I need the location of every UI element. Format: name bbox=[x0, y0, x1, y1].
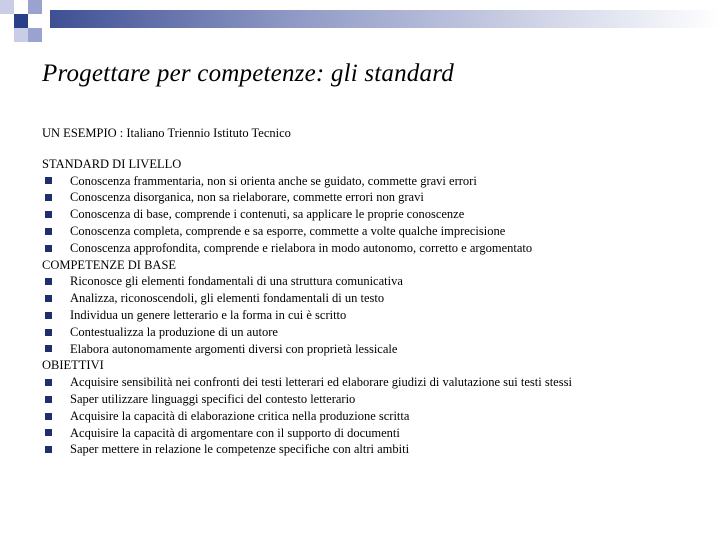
list-item bbox=[42, 189, 702, 206]
list-item bbox=[42, 374, 702, 391]
list-item bbox=[42, 425, 702, 442]
section-heading-obiettivi: OBIETTIVI bbox=[42, 358, 104, 373]
list-item bbox=[42, 408, 702, 425]
square-bullet-icon bbox=[45, 396, 52, 403]
list-item-text: Riconosce gli elementi fondamentali di una struttura comunicativa bbox=[70, 274, 403, 289]
list-item bbox=[42, 307, 702, 324]
square-bullet-icon bbox=[45, 278, 52, 285]
list-item-text: Saper mettere in relazione le competenze specifiche con altri ambiti bbox=[70, 442, 410, 457]
list-item-text: Saper utilizzare linguaggi specifici del contesto letterario bbox=[70, 391, 356, 406]
square-bullet-icon bbox=[45, 312, 52, 319]
example-subtitle: UN ESEMPIO : Italiano Triennio Istituto Tecnico bbox=[42, 126, 291, 140]
header-decoration bbox=[0, 0, 720, 45]
list-item-text: Elabora autonomamente argomenti diversi con proprietà lessicale bbox=[70, 341, 398, 356]
list-item-text: Acquisire la capacità di argomentare con il supporto di documenti bbox=[70, 425, 400, 440]
square-bullet-icon bbox=[45, 379, 52, 386]
square-bullet-icon bbox=[45, 228, 52, 235]
square-bullet-icon bbox=[45, 413, 52, 420]
list-item-text: Acquisire la capacità di elaborazione critica nella produzione scritta bbox=[70, 408, 410, 423]
square-bullet-icon bbox=[45, 194, 52, 201]
section-heading-competenze: COMPETENZE DI BASE bbox=[42, 257, 177, 272]
square-bullet-icon bbox=[45, 245, 52, 252]
square-bullet-icon bbox=[45, 329, 52, 336]
square-bullet-icon bbox=[45, 345, 52, 352]
list-item bbox=[42, 391, 702, 408]
spacer bbox=[42, 142, 702, 156]
list-item-text: Individua un genere letterario e la forma in cui è scritto bbox=[70, 307, 347, 322]
list-item bbox=[42, 206, 702, 223]
square-bullet-icon bbox=[45, 446, 52, 453]
list-item-text: Conoscenza approfondita, comprende e rielabora in modo autonomo, corretto e argomentato bbox=[70, 240, 533, 255]
list-item-text: Conoscenza disorganica, non sa rielaborare, commette errori non gravi bbox=[70, 190, 424, 205]
list-item-text: Acquisire sensibilità nei confronti dei testi letterari ed elaborare giudizi di valutazione sui testi stessi bbox=[70, 375, 572, 390]
list-item-text: Contestualizza la produzione di un autore bbox=[70, 324, 278, 339]
list-item bbox=[42, 441, 702, 458]
list-item bbox=[42, 324, 702, 341]
square-bullet-icon bbox=[45, 295, 52, 302]
list-item bbox=[42, 290, 702, 307]
list-item-text: Conoscenza frammentaria, non si orienta anche se guidato, commette gravi errori bbox=[70, 173, 477, 188]
list-item-text: Conoscenza di base, comprende i contenuti, sa applicare le proprie conoscenze bbox=[70, 207, 465, 222]
square-bullet-icon bbox=[45, 211, 52, 218]
section-heading-standard: STANDARD DI LIVELLO bbox=[42, 156, 182, 171]
list-item bbox=[42, 341, 702, 358]
square-bullet-icon bbox=[45, 429, 52, 436]
square-bullet-icon bbox=[45, 177, 52, 184]
list-item-text: Analizza, riconoscendoli, gli elementi fondamentali di un testo bbox=[70, 291, 385, 306]
slide-body bbox=[42, 125, 702, 458]
list-item bbox=[42, 223, 702, 240]
list-item bbox=[42, 273, 702, 290]
list-item bbox=[42, 173, 702, 190]
list-item bbox=[42, 240, 702, 257]
slide-title: Progettare per competenze: gli standard bbox=[42, 60, 454, 87]
list-item-text: Conoscenza completa, comprende e sa esporre, commette a volte qualche imprecisione bbox=[70, 223, 506, 238]
